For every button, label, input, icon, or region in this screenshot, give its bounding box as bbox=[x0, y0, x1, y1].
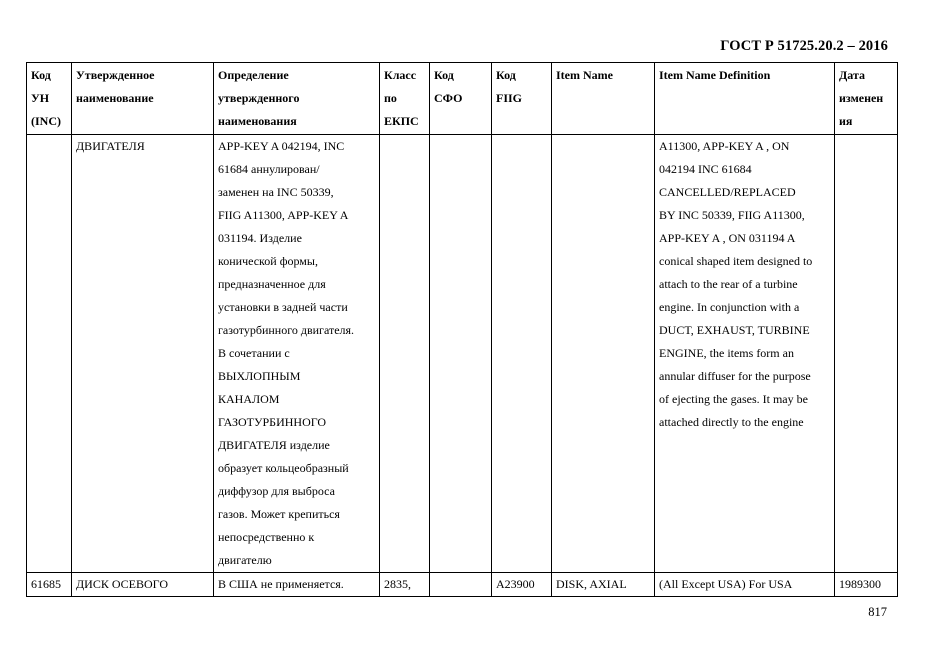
col-fiig-code-header bbox=[492, 63, 552, 135]
header-line: изменен bbox=[839, 91, 884, 105]
cell-line: газов. Может крепиться bbox=[218, 507, 340, 521]
header-line: Код bbox=[434, 68, 454, 82]
cell-line: attached directly to the engine bbox=[659, 415, 804, 429]
col-change-date-header bbox=[835, 63, 898, 135]
header-line: Дата bbox=[839, 68, 865, 82]
header-line: Item Name bbox=[556, 68, 613, 82]
col-item-name-header bbox=[552, 63, 655, 135]
header-line: утвержденного bbox=[218, 91, 300, 105]
header-line: наименование bbox=[76, 91, 154, 105]
table-header bbox=[27, 63, 898, 135]
header-line: СФО bbox=[434, 91, 463, 105]
cell-line: DISK, AXIAL bbox=[556, 577, 627, 591]
header-line: Код bbox=[31, 68, 51, 82]
cell-line: конической формы, bbox=[218, 254, 318, 268]
cell-line: В сочетании с bbox=[218, 346, 290, 360]
col-sfo-code-cell bbox=[430, 573, 492, 597]
col-item-name-cell bbox=[552, 135, 655, 573]
cell-line: предназначенное для bbox=[218, 277, 326, 291]
header-line: по bbox=[384, 91, 397, 105]
cell-line: annular diffuser for the purpose bbox=[659, 369, 811, 383]
cell-line: ENGINE, the items form an bbox=[659, 346, 794, 360]
cell-line: КАНАЛОМ bbox=[218, 392, 280, 406]
cell-line: APP-KEY A 042194, INC bbox=[218, 139, 345, 153]
header-row bbox=[27, 63, 898, 135]
table-row bbox=[27, 135, 898, 573]
header-line: ия bbox=[839, 114, 853, 128]
col-ekps-class-cell bbox=[380, 135, 430, 573]
col-ekps-class-cell bbox=[380, 573, 430, 597]
col-ekps-class-header bbox=[380, 63, 430, 135]
cell-line: диффузор для выброса bbox=[218, 484, 335, 498]
col-item-name-definition-cell bbox=[655, 135, 835, 573]
cell-line: В США не применяется. bbox=[218, 577, 344, 591]
cell-line: образует кольцеобразный bbox=[218, 461, 349, 475]
header-line: Утвержденное bbox=[76, 68, 155, 82]
cell-line: двигателю bbox=[218, 553, 272, 567]
cell-line: of ejecting the gases. It may be bbox=[659, 392, 808, 406]
col-approved-name-cell bbox=[72, 573, 214, 597]
header-line: наименования bbox=[218, 114, 297, 128]
col-inc-code-cell bbox=[27, 135, 72, 573]
col-name-definition-cell bbox=[214, 135, 380, 573]
table-body bbox=[27, 135, 898, 597]
cell-line: газотурбинного двигателя. bbox=[218, 323, 355, 337]
col-change-date-cell bbox=[835, 135, 898, 573]
table-row bbox=[27, 573, 898, 597]
cell-line: (All Except USA) For USA bbox=[659, 577, 793, 591]
col-item-name-definition-header bbox=[655, 63, 835, 135]
cell-line: заменен на INC 50339, bbox=[218, 185, 334, 199]
header-line: УН bbox=[31, 91, 50, 105]
cell-line: attach to the rear of a turbine bbox=[659, 277, 798, 291]
col-approved-name-header bbox=[72, 63, 214, 135]
classifier-table bbox=[26, 62, 898, 597]
cell-line: 61685 bbox=[31, 577, 61, 591]
col-item-name-definition-cell bbox=[655, 573, 835, 597]
cell-line: установки в задней части bbox=[218, 300, 348, 314]
document-standard-header: ГОСТ Р 51725.20.2 – 2016 bbox=[720, 38, 888, 54]
col-name-definition-cell bbox=[214, 573, 380, 597]
page-number: 817 bbox=[868, 605, 887, 619]
cell-line: BY INC 50339, FIIG A11300, bbox=[659, 208, 805, 222]
cell-line: DUCT, EXHAUST, TURBINE bbox=[659, 323, 810, 337]
header-line: Код bbox=[496, 68, 516, 82]
cell-line: 61684 аннулирован/ bbox=[218, 162, 320, 176]
cell-line: ДИСК ОСЕВОГО bbox=[76, 577, 168, 591]
col-name-definition-header bbox=[214, 63, 380, 135]
col-inc-code-header bbox=[27, 63, 72, 135]
cell-line: 2835, bbox=[384, 577, 411, 591]
cell-line: engine. In conjunction with a bbox=[659, 300, 800, 314]
col-sfo-code-cell bbox=[430, 135, 492, 573]
header-line: FIIG bbox=[496, 91, 523, 105]
header-line: Item Name Definition bbox=[659, 68, 771, 82]
cell-line: APP-KEY A , ON 031194 A bbox=[659, 231, 796, 245]
cell-line: 031194. Изделие bbox=[218, 231, 302, 245]
col-item-name-cell bbox=[552, 573, 655, 597]
cell-line: ДВИГАТЕЛЯ изделие bbox=[218, 438, 330, 452]
header-line: ЕКПС bbox=[384, 114, 419, 128]
cell-line: CANCELLED/REPLACED bbox=[659, 185, 796, 199]
cell-line: 042194 INC 61684 bbox=[659, 162, 752, 176]
cell-line: непосредственно к bbox=[218, 530, 315, 544]
col-fiig-code-cell bbox=[492, 135, 552, 573]
cell-line: FIIG A11300, APP-KEY A bbox=[218, 208, 349, 222]
col-fiig-code-cell bbox=[492, 573, 552, 597]
header-line: Определение bbox=[218, 68, 289, 82]
cell-line: ДВИГАТЕЛЯ bbox=[76, 139, 145, 153]
cell-line: A11300, APP-KEY A , ON bbox=[659, 139, 790, 153]
header-line: Класс bbox=[384, 68, 417, 82]
cell-line: ВЫХЛОПНЫМ bbox=[218, 369, 301, 383]
cell-line: 1989300 bbox=[839, 577, 881, 591]
cell-line: conical shaped item designed to bbox=[659, 254, 813, 268]
cell-line: A23900 bbox=[496, 577, 535, 591]
header-line: (INC) bbox=[31, 114, 61, 128]
col-sfo-code-header bbox=[430, 63, 492, 135]
col-approved-name-cell bbox=[72, 135, 214, 573]
cell-line: ГАЗОТУРБИННОГО bbox=[218, 415, 327, 429]
col-inc-code-cell bbox=[27, 573, 72, 597]
col-change-date-cell bbox=[835, 573, 898, 597]
